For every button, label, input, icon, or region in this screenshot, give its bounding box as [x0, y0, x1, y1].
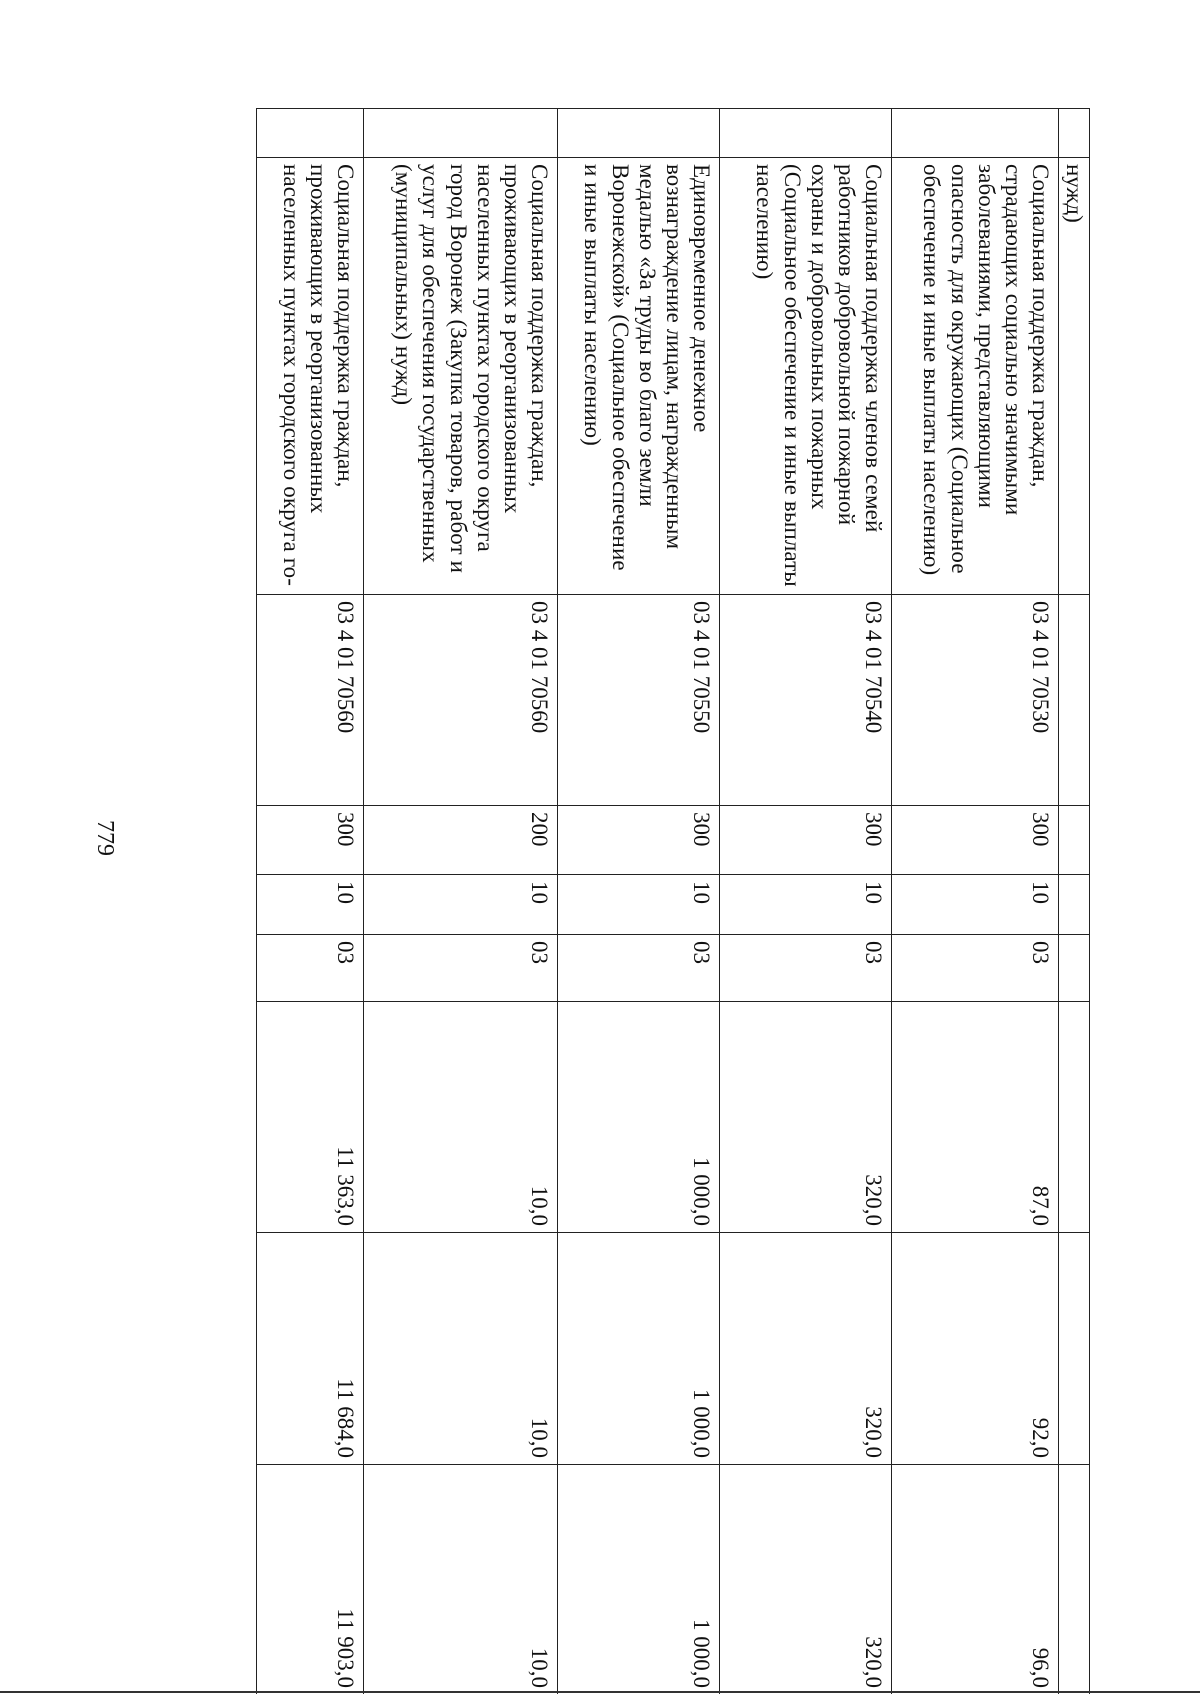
- table-cell-sum3: 320,0: [720, 1465, 892, 1694]
- table-row: [892, 109, 1059, 1694]
- row-name-text: Единовременное денежное вознаграждение лицам, награжденным медалью «За труды во благо земли Воронежской» (Социальное обеспечение и иные выплаты населению): [580, 164, 714, 571]
- row-name-text: Социальная поддержка граждан, проживающих в реорганизованных населенных пунктах городского округа город Воронеж (Закупка товаров, работ и услуг для обеспечения государственных (муниципальных) нужд): [391, 164, 552, 573]
- table-cell-pr: 03: [892, 935, 1059, 1002]
- budget-table: [256, 108, 1090, 1694]
- table-cell-blank: [364, 109, 558, 158]
- table-cell-name: [892, 158, 1059, 595]
- table-cell-sum2: 1 000,0: [558, 1233, 720, 1465]
- table-cell-vr: 300: [720, 806, 892, 875]
- bottom-rule: [0, 1691, 1200, 1693]
- table-cell-name: [558, 158, 720, 595]
- table-cell-rz: [1059, 875, 1090, 935]
- table-cell-blank: [1059, 109, 1090, 158]
- table-cell-rz: 10: [558, 875, 720, 935]
- row-name-text: Социальная поддержка граждан, страдающих социально значимыми заболеваниями, представляющими опасность для окружающих (Социальное обеспечение и иные выплаты населению): [919, 164, 1053, 576]
- table-cell-code: 03 4 01 70540: [720, 595, 892, 806]
- table-cell-sum3: 11 903,0: [257, 1465, 364, 1694]
- table-cell-blank: [558, 109, 720, 158]
- table-cell-code: 03 4 01 70560: [257, 595, 364, 806]
- table-cell-rz: 10: [364, 875, 558, 935]
- table-cell-vr: 300: [892, 806, 1059, 875]
- table-row: [257, 109, 364, 1694]
- table-cell-pr: [1059, 935, 1090, 1002]
- table-cell-sum3: [1059, 1465, 1090, 1694]
- table-cell-code: 03 4 01 70530: [892, 595, 1059, 806]
- table-cell-sum1: 87,0: [892, 1002, 1059, 1233]
- table-cell-rz: 10: [892, 875, 1059, 935]
- table-cell-sum3: 1 000,0: [558, 1465, 720, 1694]
- table-cell-sum2: 320,0: [720, 1233, 892, 1465]
- table-cell-sum2: [1059, 1233, 1090, 1465]
- table-cell-sum1: [1059, 1002, 1090, 1233]
- table-cell-pr: 03: [364, 935, 558, 1002]
- table-cell-vr: 300: [257, 806, 364, 875]
- table-cell-pr: 03: [720, 935, 892, 1002]
- table-cell-blank: [257, 109, 364, 158]
- table-cell-sum2: 92,0: [892, 1233, 1059, 1465]
- table-cell-code: [1059, 595, 1090, 806]
- page-number: [38, 820, 118, 860]
- table-cell-vr: 300: [558, 806, 720, 875]
- page-number-text: 779: [92, 820, 118, 856]
- table-cell-blank: [720, 109, 892, 158]
- table-cell-sum2: 11 684,0: [257, 1233, 364, 1465]
- table-row: [720, 109, 892, 1694]
- table-row-continuation: [1059, 109, 1090, 1694]
- table-cell-pr: 03: [257, 935, 364, 1002]
- table-cell-pr: 03: [558, 935, 720, 1002]
- row-name-text: Социальная поддержка членов семей работников добровольной пожарной охраны и добровольных пожарных (Социальное обеспечение и иные выплаты населению): [752, 164, 886, 587]
- table-cell-sum3: 10,0: [364, 1465, 558, 1694]
- table-cell-sum1: 1 000,0: [558, 1002, 720, 1233]
- table-cell-sum3: 96,0: [892, 1465, 1059, 1694]
- table-cell-sum2: 10,0: [364, 1233, 558, 1465]
- table-row: [558, 109, 720, 1694]
- table-cell-sum1: 320,0: [720, 1002, 892, 1233]
- table-cell-rz: 10: [720, 875, 892, 935]
- table-cell-blank: [892, 109, 1059, 158]
- table-cell-name: нужд): [1059, 158, 1090, 595]
- table-cell-sum1: 10,0: [364, 1002, 558, 1233]
- table-cell-vr: 200: [364, 806, 558, 875]
- table-cell-name: [720, 158, 892, 595]
- table-cell-name: [257, 158, 364, 595]
- row-name-text: Социальная поддержка граждан, проживающих в реорганизованных населенных пунктах городского округа го-: [278, 164, 358, 587]
- table-row: [364, 109, 558, 1694]
- table-cell-sum1: 11 363,0: [257, 1002, 364, 1233]
- budget-table-container: [210, 108, 1090, 1688]
- table-cell-vr: [1059, 806, 1090, 875]
- table-cell-rz: 10: [257, 875, 364, 935]
- table-cell-code: 03 4 01 70550: [558, 595, 720, 806]
- table-cell-name: [364, 158, 558, 595]
- table-cell-code: 03 4 01 70560: [364, 595, 558, 806]
